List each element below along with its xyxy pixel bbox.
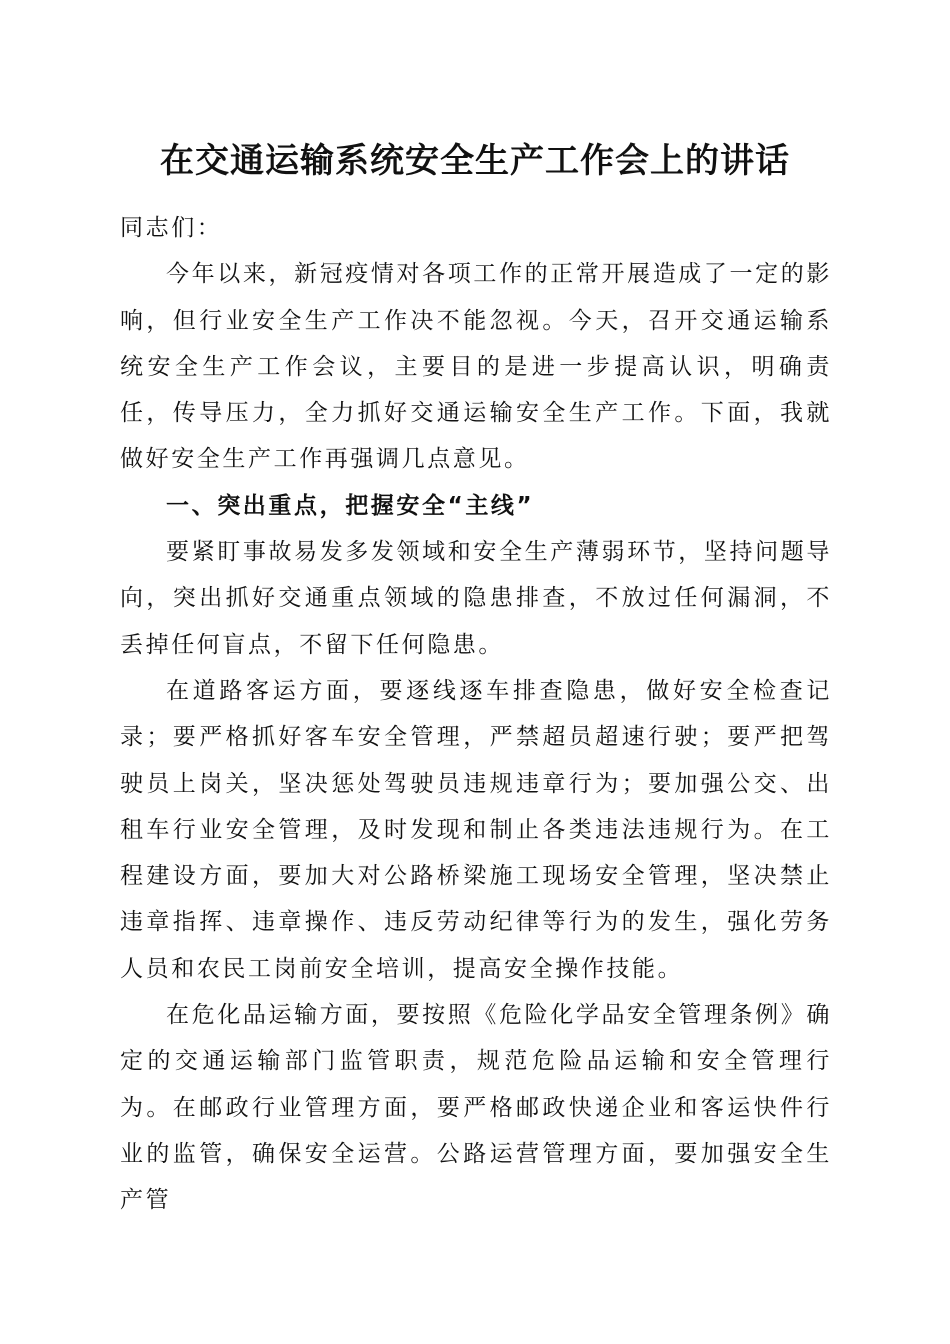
section-paragraph-1: 要紧盯事故易发多发领域和安全生产薄弱环节，坚持问题导向，突出抓好交通重点领域的隐患排查，不放过任何漏洞，不丢掉任何盲点，不留下任何隐患。 [120, 539, 832, 658]
section-paragraph-3: 在危化品运输方面，要按照《危险化学品安全管理条例》确定的交通运输部门监管职责，规范危险品运输和安全管理行为。在邮政行业管理方面，要严格邮政快递企业和客运快件行业的监管，确保安全运营。公路运营管理方面，要加强安全生产管 [120, 1002, 832, 1214]
document-title: 在交通运输系统安全生产工作会上的讲话 [160, 141, 790, 181]
section-paragraph-2: 在道路客运方面，要逐线逐车排查隐患，做好安全检查记录；要严格抓好客车安全管理，严禁超员超速行驶；要严把驾驶员上岗关，坚决惩处驾驶员违规违章行为；要加强公交、出租车行业安全管理，及时发现和制止各类违法违规行为。在工程建设方面，要加大对公路桥梁施工现场安全管理，坚决禁止违章指挥、违章操作、违反劳动纪律等行为的发生，强化劳务人员和农民工岗前安全培训，提高安全操作技能。 [120, 677, 832, 982]
document-body [120, 205, 832, 1224]
section-heading: 一、突出重点，把握安全“主线” [166, 492, 535, 519]
intro-paragraph: 今年以来，新冠疫情对各项工作的正常开展造成了一定的影响，但行业安全生产工作决不能忽视。今天，召开交通运输系统安全生产工作会议，主要目的是进一步提高认识，明确责任，传导压力，全力抓好交通运输安全生产工作。下面，我就做好安全生产工作再强调几点意见。 [120, 261, 832, 473]
salutation: 同志们： [120, 215, 223, 241]
